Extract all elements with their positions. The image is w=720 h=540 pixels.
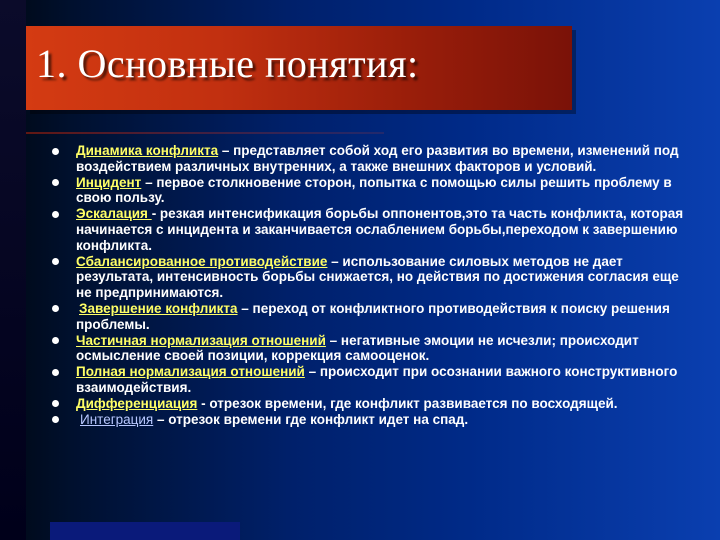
list-item-differentiation	[52, 396, 692, 412]
term-link[interactable]: Интеграция	[80, 411, 154, 427]
definition-text: – использование силовых методов не дает результата, интенсивность борьбы снижается, но действия по достижения согласия еще не предпринимаются.	[76, 253, 679, 301]
definition-text: – первое столкновение сторон, попытка с помощью силы решить проблему в свою пользу.	[76, 174, 672, 206]
definition-text: – представляет собой ход его развития во времени, изменений под воздействием различных внутренних, а также внешних факторов и условий.	[76, 143, 679, 174]
term-link[interactable]: Дифференциация	[76, 395, 198, 411]
list-item-balanced-opposition	[52, 254, 692, 301]
bottom-decorative-block	[50, 522, 240, 540]
term-link[interactable]: Сбалансированное противодействие	[76, 253, 328, 269]
left-decorative-stripe	[0, 0, 26, 540]
definition-text: – происходит при осознании важного конструктивного взаимодействия.	[76, 364, 678, 395]
bullet-icon	[52, 337, 59, 344]
bullet-icon	[52, 211, 59, 218]
bullet-icon	[52, 416, 59, 423]
definition-text: – переход от конфликтного противодействия к поиску решения проблемы.	[76, 300, 670, 332]
definition-text: – отрезок времени где конфликт идет на спад.	[153, 411, 469, 427]
list-item-incident	[52, 175, 692, 207]
term-link[interactable]: Завершение конфликта	[79, 300, 238, 316]
list-item-dynamics	[52, 143, 692, 175]
bullet-icon	[52, 400, 59, 407]
term-link[interactable]: Частичная нормализация отношений	[76, 332, 326, 348]
term-link[interactable]: Полная нормализация отношений	[76, 364, 305, 380]
bullet-icon	[52, 305, 59, 312]
bullet-icon	[52, 369, 59, 376]
list-item-integration	[52, 412, 692, 428]
definition-text: – негативные эмоции не исчезли; происходит осмысление своей позиции, коррекция самооценок.	[76, 332, 639, 364]
bullet-icon	[52, 179, 59, 186]
slide-title: 1. Основные понятия:	[36, 41, 419, 86]
bullet-icon	[52, 258, 59, 265]
term-link[interactable]: Инцидент	[76, 174, 142, 190]
term-link[interactable]: Динамика конфликта	[76, 143, 219, 158]
bullet-icon	[52, 148, 59, 155]
title-underline-divider	[26, 132, 384, 134]
term-link[interactable]: Эскалация	[76, 206, 152, 222]
definition-text: - резкая интенсификация борьбы оппонентов,это та часть конфликта, которая начинается с инцидента и заканчивается ослаблением борьбы,переходом к завершению конфликта.	[76, 206, 684, 253]
definition-text: - отрезок времени, где конфликт развивается по восходящей.	[197, 395, 618, 411]
title-bar	[26, 26, 572, 110]
list-item-conflict-end	[52, 301, 692, 333]
list-item-full-normalization	[52, 364, 692, 396]
list-item-escalation	[52, 206, 692, 253]
list-item-partial-normalization	[52, 333, 692, 365]
definitions-list	[52, 143, 692, 427]
